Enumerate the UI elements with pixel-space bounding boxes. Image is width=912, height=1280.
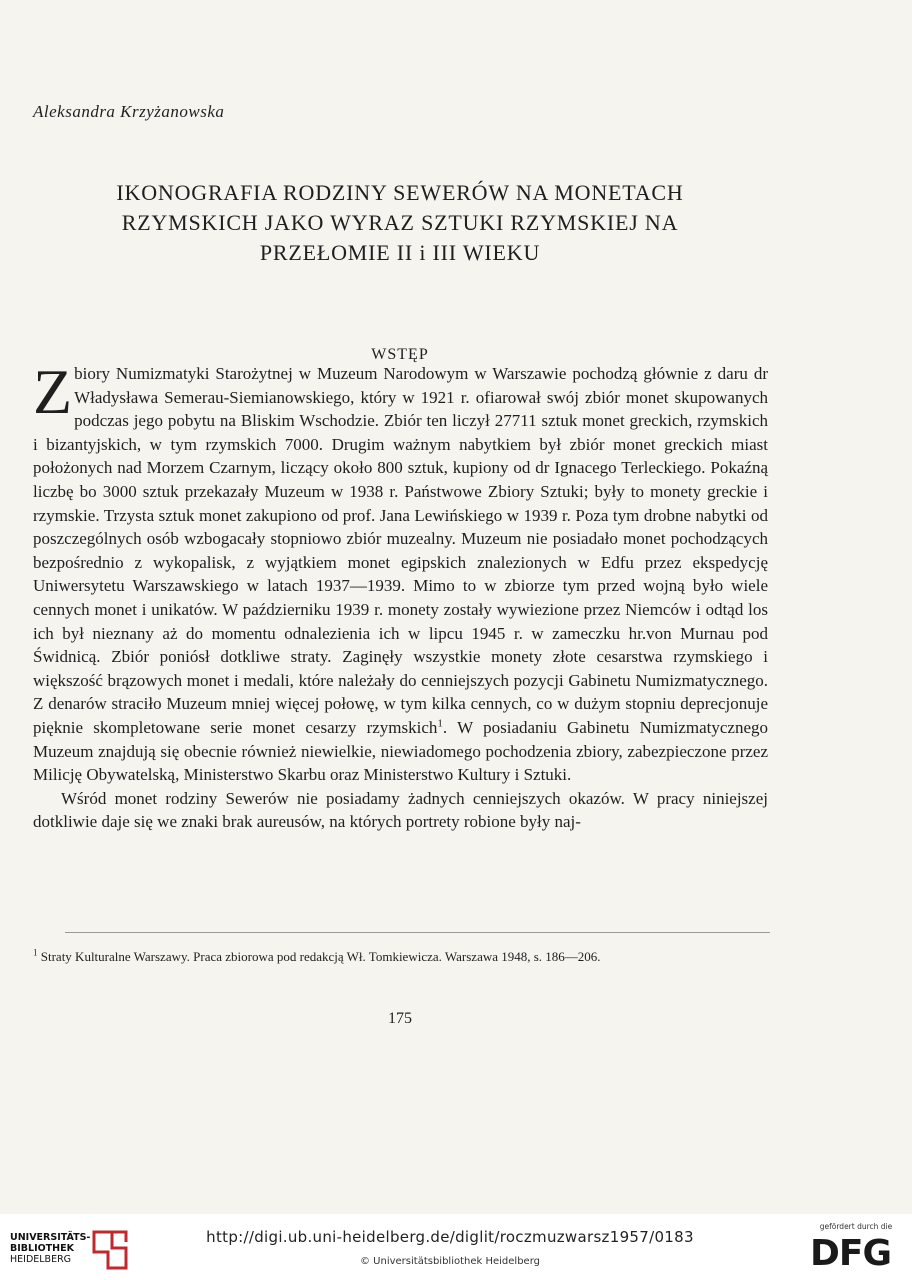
funder-label: gefördert durch die: [819, 1222, 893, 1231]
library-emblem-icon: [90, 1228, 130, 1272]
paragraph-2: Wśród monet rodziny Sewerów nie posiadamy żadnych cenniejszych okazów. W pracy niniejszej dotkliwie daje się we znaki brak aureusów, na których portrety robione były naj-: [33, 788, 768, 832]
paragraph-1-text-cont: . W posiadaniu Gabinetu Numizmatycznego Muzeum znajdują się obecnie również niewielkie, niewiadomego pochodzenia zbiory, zabezpieczone przez Milicję Obywatelską, Ministerstwo Skarbu oraz Ministerstwo Kultury i Sztuki.: [33, 717, 768, 785]
viewer-footer: [0, 1214, 912, 1280]
library-line-3: HEIDELBERG: [10, 1254, 72, 1265]
footnote-text: Straty Kulturalne Warszawy. Praca zbiorowa pod redakcją Wł. Tomkiewicza. Warszawa 1948, s. 186—206.: [40, 949, 601, 964]
drop-cap: Z: [33, 356, 73, 427]
library-line-1: UNIVERSITÄTS-: [10, 1232, 91, 1243]
title-line-3: PRZEŁOMIE II i III WIEKU: [259, 240, 541, 265]
dfg-wordmark: DFG: [810, 1233, 892, 1274]
paragraph-1-text: biory Numizmatyki Starożytnej w Muzeum Narodowym w Warszawie pochodzą głównie z daru dr Władysława Semerau-Siemianowskiego, który w 1921 r. ofiarował swój zbiór monet skupowanych podczas jego pobytu na Bliskim Wschodzie. Zbiór ten liczył 27711 sztuk monet greckich, rzymskich i bizantyjskich, w tym rzymskich 7000. Drugim ważnym nabytkiem był zbiór monet greckich miast położonych nad Morzem Czarnym, liczący około 800 sztuk, kupiony od dr Ignacego Terleckiego. Pokaźną liczbę bo 3000 sztuk przekazały Muzeum w 1938 r. Państwowe Zbiory Sztuki; były to monety greckie i rzymskie. Trzysta sztuk monet zakupiono od prof. Jana Lewińskiego w 1939 r. Poza tym drobne nabytki od poszczególnych osób wzbogacały stopniowo zbiór muzealny. Muzeum nie posiadało monet pochodzących bezpośrednio z wykopalisk, z wyjątkiem monet egipskich znalezionych w Edfu przez ekspedycję Uniwersytetu Warszawskiego w latach 1937—1939. Mimo to w zbiorze tym przed wojną było wiele cennych monet i unikatów. W październiku 1939 r. monety zostały wywiezione przez Niemców i odtąd los ich był nieznany aż do momentu odnalezienia ich w lipcu 1945 r. w zameczku hr.von Murnau pod Świdnicą. Zbiór poniósł dotkliwe straty. Zaginęły wszystkie monety złote cesarstwa rzymskiego i większość brązowych monet i medali, które należały do cenniejszych pozycji Gabinetu Numizmatycznego. Z denarów straciło Muzeum mniej więcej połowę, w tym kilka cennych, co w dużym stopniu deprecjonuje pięknie skompletowane serie monet cesarzy rzymskich: [33, 364, 768, 737]
author-name: Aleksandra Krzyżanowska: [33, 102, 225, 121]
library-line-2: BIBLIOTHEK: [10, 1243, 74, 1254]
footnote: [33, 946, 768, 967]
footnote-divider: [65, 932, 770, 933]
paragraph-1: [33, 356, 768, 787]
permalink-url[interactable]: http://digi.ub.uni-heidelberg.de/diglit/roczmuzwarsz1957/0183: [206, 1228, 694, 1246]
copyright-notice: © Universitätsbibliothek Heidelberg: [359, 1256, 540, 1267]
title-line-1: IKONOGRAFIA RODZINY SEWERÓW NA MONETACH: [116, 180, 684, 205]
footnote-marker: 1: [33, 947, 38, 958]
section-heading: WSTĘP: [371, 346, 429, 363]
library-logo[interactable]: [10, 1232, 130, 1272]
body-text: [33, 356, 768, 834]
footnote-reference: 1: [437, 717, 443, 730]
title-line-2: RZYMSKICH JAKO WYRAZ SZTUKI RZYMSKIEJ NA: [121, 210, 679, 235]
article-title: [60, 178, 740, 268]
page-number: 175: [388, 1010, 412, 1027]
library-name: [10, 1232, 90, 1265]
dfg-logo[interactable]: [808, 1222, 904, 1276]
